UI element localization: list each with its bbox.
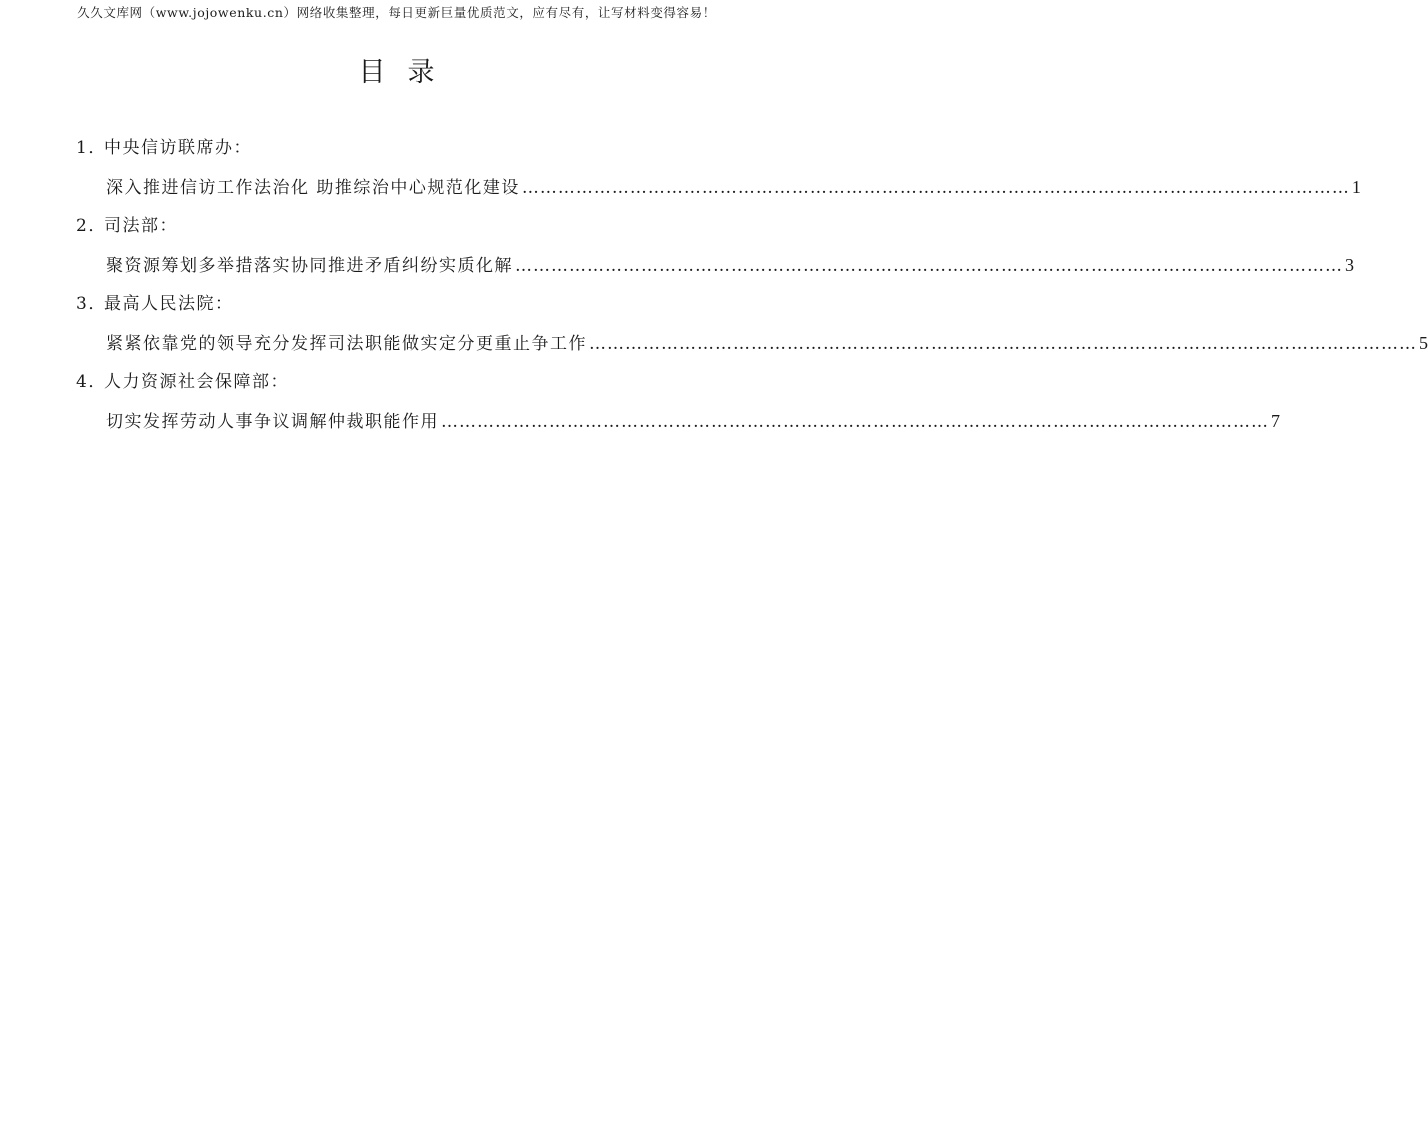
table-of-contents <box>76 130 1428 442</box>
toc-section-org: 中央信访联席办： <box>104 138 252 158</box>
dot-leader: ………………………………………………………………………………………………………………………… <box>589 334 1417 354</box>
toc-section-heading <box>76 364 718 400</box>
toc-entry <box>76 286 1428 364</box>
dot-leader: ………………………………………………………………………………………………………………………… <box>441 412 1269 432</box>
toc-item-link[interactable] <box>76 322 1428 364</box>
toc-item-link[interactable] <box>76 244 1354 286</box>
toc-item-title: 深入推进信访工作法治化 助推综治中心规范化建设 <box>106 178 520 198</box>
toc-section-org: 人力资源社会保障部： <box>104 372 289 392</box>
toc-section-number: 3． <box>76 294 107 314</box>
toc-section-number: 1． <box>76 138 107 158</box>
toc-page-number: 5 <box>1419 333 1428 353</box>
toc-section-heading <box>76 130 718 166</box>
toc-entry <box>76 364 1280 442</box>
toc-page-number: 7 <box>1271 411 1280 431</box>
toc-item-title: 切实发挥劳动人事争议调解仲裁职能作用 <box>106 412 439 432</box>
document-title: 目录 <box>358 57 457 88</box>
toc-item-title: 紧紧依靠党的领导充分发挥司法职能做实定分更重止争工作 <box>106 334 587 354</box>
dot-leader: ………………………………………………………………………………………………………………………… <box>521 178 1350 198</box>
dot-leader: ………………………………………………………………………………………………………………………… <box>515 256 1343 276</box>
toc-section-heading <box>76 286 718 322</box>
toc-item-title: 聚资源筹划多举措落实协同推进矛盾纠纷实质化解 <box>106 256 513 276</box>
toc-entry <box>76 208 1354 286</box>
toc-item-link[interactable] <box>76 400 1280 442</box>
toc-page-number: 3 <box>1345 255 1354 275</box>
page-header: 久久文库网（www.jojowenku.cn）网络收集整理，每日更新巨量优质范文，应有尽有，让写材料变得容易！ <box>77 5 716 20</box>
toc-section-number: 2． <box>76 216 107 236</box>
toc-section-org: 司法部： <box>104 216 178 236</box>
toc-section-org: 最高人民法院： <box>104 294 234 314</box>
toc-section-number: 4． <box>76 372 107 392</box>
toc-section-heading <box>76 208 718 244</box>
toc-item-link[interactable] <box>76 166 1361 208</box>
toc-entry <box>76 130 1361 208</box>
toc-page-number: 1 <box>1351 177 1361 197</box>
